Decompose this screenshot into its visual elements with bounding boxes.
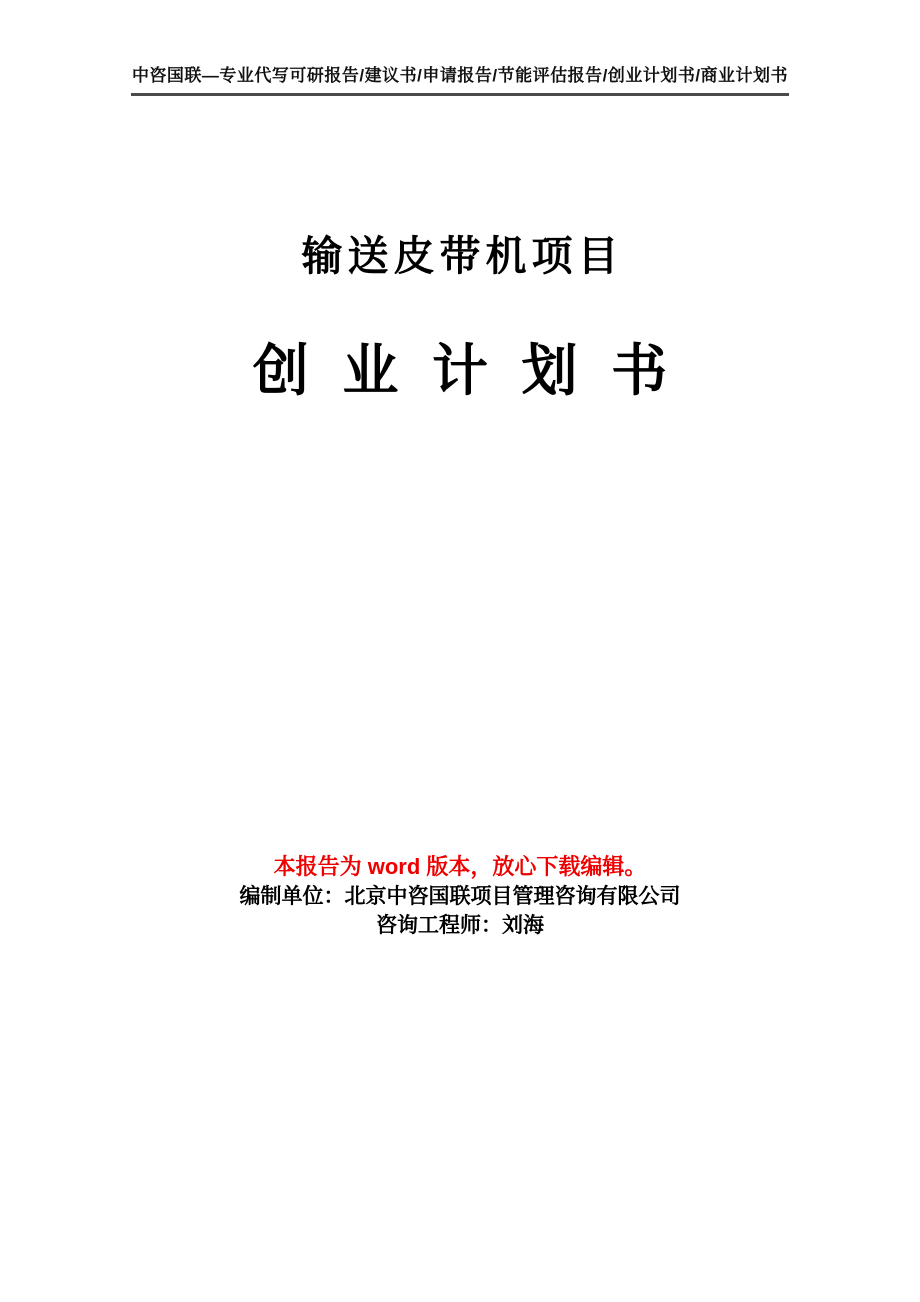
document-title: 创 业 计 划 书: [252, 339, 677, 402]
word-version-note: 本报告为 word 版本，放心下载编辑。: [273, 854, 647, 879]
header-slogan: 中咨国联—专业代写可研报告/建议书/申请报告/节能评估报告/创业计划书/商业计划书: [131, 66, 789, 85]
consulting-engineer-line: 咨询工程师：刘海: [376, 913, 544, 937]
project-title: 输送皮带机项目: [301, 233, 624, 279]
page-header: [131, 61, 789, 96]
compiling-unit-line: 编制单位：北京中咨国联项目管理咨询有限公司: [239, 884, 681, 908]
